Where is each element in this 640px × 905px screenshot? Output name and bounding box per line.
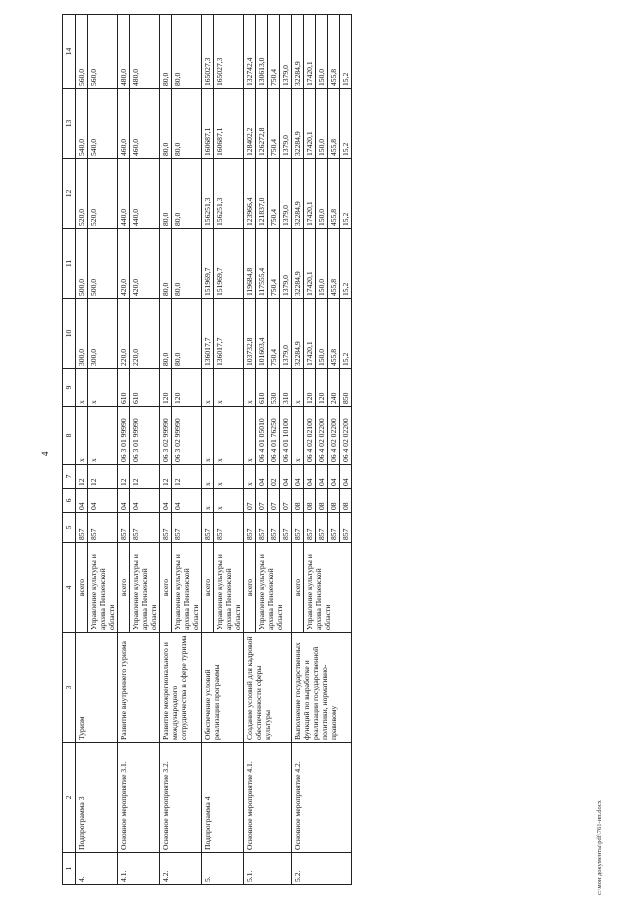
value-cell-c6: 08 <box>316 489 328 513</box>
value-cell-c11: 80,0 <box>160 229 172 299</box>
value-cell-c5: 857 <box>304 513 316 543</box>
row-title: Туризм <box>76 633 118 743</box>
value-cell-c6: х <box>202 489 214 513</box>
value-cell-c11: 1379,0 <box>280 229 292 299</box>
value-cell-c10: 150,0 <box>316 299 328 369</box>
row-name: Основное мероприятие 4.2. <box>292 743 352 853</box>
value-cell-c13: 460,0 <box>130 89 160 159</box>
value-cell-c13: 540,0 <box>88 89 118 159</box>
row-number: 5.1. <box>244 853 292 885</box>
column-number: 12 <box>63 159 76 229</box>
value-cell-c5: 857 <box>328 513 340 543</box>
value-cell-c14: 32284,9 <box>292 15 304 89</box>
value-cell-c12: 440,0 <box>118 159 130 229</box>
row-name: Основное мероприятие 3.1. <box>118 743 160 853</box>
value-cell-c6: 04 <box>76 489 88 513</box>
value-cell-c11: 32284,9 <box>292 229 304 299</box>
value-cell-c9: 850 <box>340 369 352 407</box>
executor-cell: всего <box>244 543 256 633</box>
value-cell-c12: 156251,3 <box>202 159 214 229</box>
value-cell-c13: 80,0 <box>160 89 172 159</box>
value-cell-c9: 610 <box>256 369 268 407</box>
value-cell-c10: 103732,8 <box>244 299 256 369</box>
column-number: 8 <box>63 407 76 465</box>
table-row <box>244 15 256 885</box>
column-number: 10 <box>63 299 76 369</box>
value-cell-c7: х <box>214 465 244 489</box>
value-cell-c14: 150,0 <box>316 15 328 89</box>
table-row <box>292 15 304 885</box>
value-cell-c5: 857 <box>340 513 352 543</box>
executor-cell: всего <box>160 543 172 633</box>
value-cell-c10: 1379,0 <box>280 299 292 369</box>
value-cell-c7: 12 <box>76 465 88 489</box>
value-cell-c8: х <box>292 407 304 465</box>
value-cell-c10: 17420,1 <box>304 299 316 369</box>
column-number-row <box>63 15 76 885</box>
value-cell-c6: 04 <box>172 489 202 513</box>
column-number: 6 <box>63 489 76 513</box>
value-cell-c13: 455,8 <box>328 89 340 159</box>
value-cell-c9: 120 <box>304 369 316 407</box>
value-cell-c11: 151969,7 <box>214 229 244 299</box>
row-number: 4. <box>76 853 118 885</box>
value-cell-c14: 1379,0 <box>280 15 292 89</box>
value-cell-c7: 04 <box>256 465 268 489</box>
executor-cell: Управление культуры и архива Пензенской области <box>214 543 244 633</box>
value-cell-c9: 240 <box>328 369 340 407</box>
value-cell-c7: 12 <box>118 465 130 489</box>
value-cell-c7: 12 <box>130 465 160 489</box>
value-cell-c7: х <box>202 465 214 489</box>
value-cell-c13: 32284,9 <box>292 89 304 159</box>
value-cell-c9: х <box>202 369 214 407</box>
value-cell-c11: 117555,4 <box>256 229 268 299</box>
value-cell-c14: 132742,4 <box>244 15 256 89</box>
value-cell-c12: 750,4 <box>268 159 280 229</box>
value-cell-c12: 15,2 <box>340 159 352 229</box>
value-cell-c5: 857 <box>256 513 268 543</box>
value-cell-c10: 220,0 <box>130 299 160 369</box>
value-cell-c8: х <box>88 407 118 465</box>
value-cell-c8: 06 4 01 76250 <box>268 407 280 465</box>
value-cell-c9: 120 <box>316 369 328 407</box>
executor-cell: всего <box>292 543 304 633</box>
row-title: Создание условий для кадровой обеспеченности сферы культуры <box>244 633 292 743</box>
value-cell-c14: 750,4 <box>268 15 280 89</box>
value-cell-c14: 455,8 <box>328 15 340 89</box>
value-cell-c8: х <box>202 407 214 465</box>
value-cell-c14: 15,2 <box>340 15 352 89</box>
value-cell-c7: 12 <box>160 465 172 489</box>
table-row <box>202 15 214 885</box>
value-cell-c8: 06 4 01 10100 <box>280 407 292 465</box>
value-cell-c10: 15,2 <box>340 299 352 369</box>
value-cell-c8: 06 4 01 05010 <box>256 407 268 465</box>
value-cell-c5: 857 <box>160 513 172 543</box>
value-cell-c6: 08 <box>292 489 304 513</box>
value-cell-c5: 857 <box>244 513 256 543</box>
value-cell-c6: 08 <box>304 489 316 513</box>
value-cell-c9: х <box>214 369 244 407</box>
value-cell-c5: 857 <box>292 513 304 543</box>
column-number: 14 <box>63 15 76 89</box>
value-cell-c5: 857 <box>316 513 328 543</box>
row-name: Основное мероприятие 4.1. <box>244 743 292 853</box>
value-cell-c14: 165027,3 <box>214 15 244 89</box>
value-cell-c13: 17420,1 <box>304 89 316 159</box>
value-cell-c9: 120 <box>172 369 202 407</box>
executor-cell: Управление культуры и архива Пензенской области <box>88 543 118 633</box>
row-number: 4.2. <box>160 853 202 885</box>
value-cell-c10: 300,0 <box>88 299 118 369</box>
value-cell-c12: 150,0 <box>316 159 328 229</box>
value-cell-c6: х <box>214 489 244 513</box>
value-cell-c8: х <box>214 407 244 465</box>
value-cell-c11: 420,0 <box>118 229 130 299</box>
table-row <box>118 15 130 885</box>
value-cell-c6: 04 <box>130 489 160 513</box>
value-cell-c8: х <box>244 407 256 465</box>
value-cell-c7: 04 <box>292 465 304 489</box>
value-cell-c12: 32284,9 <box>292 159 304 229</box>
column-number: 13 <box>63 89 76 159</box>
row-number: 4.1. <box>118 853 160 885</box>
value-cell-c5: 857 <box>268 513 280 543</box>
value-cell-c12: 80,0 <box>172 159 202 229</box>
column-number: 11 <box>63 229 76 299</box>
value-cell-c6: 07 <box>244 489 256 513</box>
table-row <box>160 15 172 885</box>
value-cell-c8: 06 4 02 02200 <box>316 407 328 465</box>
executor-cell: Управление культуры и архива Пензенской области <box>172 543 202 633</box>
value-cell-c11: 151969,7 <box>202 229 214 299</box>
executor-cell: всего <box>76 543 88 633</box>
value-cell-c11: 750,4 <box>268 229 280 299</box>
value-cell-c6: 04 <box>160 489 172 513</box>
column-number: 7 <box>63 465 76 489</box>
value-cell-c11: 500,0 <box>88 229 118 299</box>
value-cell-c9: х <box>292 369 304 407</box>
value-cell-c8: х <box>76 407 88 465</box>
value-cell-c10: 136017,7 <box>202 299 214 369</box>
value-cell-c9: 310 <box>280 369 292 407</box>
value-cell-c12: 455,8 <box>328 159 340 229</box>
value-cell-c10: 750,4 <box>268 299 280 369</box>
value-cell-c7: 12 <box>88 465 118 489</box>
value-cell-c11: 15,2 <box>340 229 352 299</box>
value-cell-c7: 04 <box>340 465 352 489</box>
value-cell-c7: х <box>244 465 256 489</box>
value-cell-c10: 136017,7 <box>214 299 244 369</box>
column-number: 5 <box>63 513 76 543</box>
value-cell-c5: 857 <box>280 513 292 543</box>
value-cell-c6: 07 <box>256 489 268 513</box>
value-cell-c10: 300,0 <box>76 299 88 369</box>
value-cell-c8: 06 4 02 02200 <box>340 407 352 465</box>
executor-cell: Управление культуры и архива Пензенской области <box>256 543 292 633</box>
value-cell-c13: 540,0 <box>76 89 88 159</box>
value-cell-c5: 857 <box>88 513 118 543</box>
value-cell-c5: 857 <box>130 513 160 543</box>
value-cell-c13: 150,0 <box>316 89 328 159</box>
row-title: Развитие внутреннего туризма <box>118 633 160 743</box>
value-cell-c9: х <box>88 369 118 407</box>
value-cell-c5: 857 <box>118 513 130 543</box>
value-cell-c9: 610 <box>118 369 130 407</box>
column-number: 3 <box>63 633 76 743</box>
value-cell-c5: 857 <box>202 513 214 543</box>
value-cell-c5: 857 <box>214 513 244 543</box>
value-cell-c14: 130613,0 <box>256 15 268 89</box>
value-cell-c12: 80,0 <box>160 159 172 229</box>
value-cell-c9: х <box>76 369 88 407</box>
value-cell-c10: 101603,4 <box>256 299 268 369</box>
value-cell-c10: 80,0 <box>172 299 202 369</box>
value-cell-c9: 120 <box>160 369 172 407</box>
value-cell-c14: 80,0 <box>172 15 202 89</box>
value-cell-c8: 06 3 01 99990 <box>130 407 160 465</box>
value-cell-c13: 160687,1 <box>214 89 244 159</box>
value-cell-c8: 06 4 02 02100 <box>304 407 316 465</box>
value-cell-c11: 119684,8 <box>244 229 256 299</box>
executor-cell: всего <box>202 543 214 633</box>
value-cell-c14: 165027,3 <box>202 15 214 89</box>
value-cell-c6: 04 <box>118 489 130 513</box>
value-cell-c5: 857 <box>76 513 88 543</box>
value-cell-c13: 126272,8 <box>256 89 268 159</box>
value-cell-c7: 12 <box>172 465 202 489</box>
executor-cell: всего <box>118 543 130 633</box>
value-cell-c13: 750,4 <box>268 89 280 159</box>
value-cell-c14: 480,0 <box>118 15 130 89</box>
value-cell-c10: 220,0 <box>118 299 130 369</box>
table-row <box>76 15 88 885</box>
value-cell-c11: 455,8 <box>328 229 340 299</box>
value-cell-c12: 440,0 <box>130 159 160 229</box>
value-cell-c13: 1379,0 <box>280 89 292 159</box>
value-cell-c12: 1379,0 <box>280 159 292 229</box>
value-cell-c6: 07 <box>280 489 292 513</box>
value-cell-c13: 128402,2 <box>244 89 256 159</box>
value-cell-c8: 06 4 02 02200 <box>328 407 340 465</box>
row-name: Подпрограмма 4 <box>202 743 244 853</box>
row-number: 5. <box>202 853 244 885</box>
executor-cell: Управление культуры и архива Пензенской области <box>304 543 352 633</box>
value-cell-c13: 160687,1 <box>202 89 214 159</box>
value-cell-c6: 04 <box>88 489 118 513</box>
value-cell-c7: 04 <box>328 465 340 489</box>
value-cell-c6: 07 <box>268 489 280 513</box>
executor-cell: Управление культуры и архива Пензенской области <box>130 543 160 633</box>
value-cell-c10: 32284,9 <box>292 299 304 369</box>
budget-table-sheet <box>62 15 547 885</box>
row-title: Обеспечение условий реализации программы <box>202 633 244 743</box>
column-number: 9 <box>63 369 76 407</box>
value-cell-c8: 06 3 02 99990 <box>172 407 202 465</box>
value-cell-c14: 560,0 <box>88 15 118 89</box>
value-cell-c10: 455,8 <box>328 299 340 369</box>
column-number: 1 <box>63 853 76 885</box>
row-number: 5.2. <box>292 853 352 885</box>
value-cell-c12: 123966,4 <box>244 159 256 229</box>
row-title: Развитие межрегионального и международного сотрудничества в сфере туризма <box>160 633 202 743</box>
value-cell-c6: 08 <box>340 489 352 513</box>
value-cell-c8: 06 3 02 99990 <box>160 407 172 465</box>
value-cell-c9: х <box>244 369 256 407</box>
value-cell-c7: 04 <box>280 465 292 489</box>
value-cell-c14: 480,0 <box>130 15 160 89</box>
value-cell-c9: 610 <box>130 369 160 407</box>
row-title: Выполнение государственных функций по выработке и реализации государственной политики, нормативно-правовому <box>292 633 352 743</box>
row-name: Подпрограмма 3 <box>76 743 118 853</box>
value-cell-c7: 02 <box>268 465 280 489</box>
value-cell-c11: 80,0 <box>172 229 202 299</box>
value-cell-c14: 560,0 <box>76 15 88 89</box>
column-number: 2 <box>63 743 76 853</box>
value-cell-c11: 420,0 <box>130 229 160 299</box>
value-cell-c6: 08 <box>328 489 340 513</box>
value-cell-c12: 17420,1 <box>304 159 316 229</box>
value-cell-c14: 17420,1 <box>304 15 316 89</box>
value-cell-c7: 04 <box>316 465 328 489</box>
value-cell-c11: 150,0 <box>316 229 328 299</box>
value-cell-c14: 80,0 <box>160 15 172 89</box>
value-cell-c5: 857 <box>172 513 202 543</box>
value-cell-c12: 156251,3 <box>214 159 244 229</box>
value-cell-c9: 530 <box>268 369 280 407</box>
budget-table <box>62 14 352 885</box>
value-cell-c11: 500,0 <box>76 229 88 299</box>
value-cell-c13: 80,0 <box>172 89 202 159</box>
value-cell-c13: 460,0 <box>118 89 130 159</box>
value-cell-c12: 121837,0 <box>256 159 268 229</box>
value-cell-c12: 520,0 <box>88 159 118 229</box>
value-cell-c10: 80,0 <box>160 299 172 369</box>
row-name: Основное мероприятие 3.2. <box>160 743 202 853</box>
value-cell-c13: 15,2 <box>340 89 352 159</box>
value-cell-c8: 06 3 01 99990 <box>118 407 130 465</box>
value-cell-c7: 04 <box>304 465 316 489</box>
column-number: 4 <box>63 543 76 633</box>
value-cell-c11: 17420,1 <box>304 229 316 299</box>
value-cell-c12: 520,0 <box>76 159 88 229</box>
